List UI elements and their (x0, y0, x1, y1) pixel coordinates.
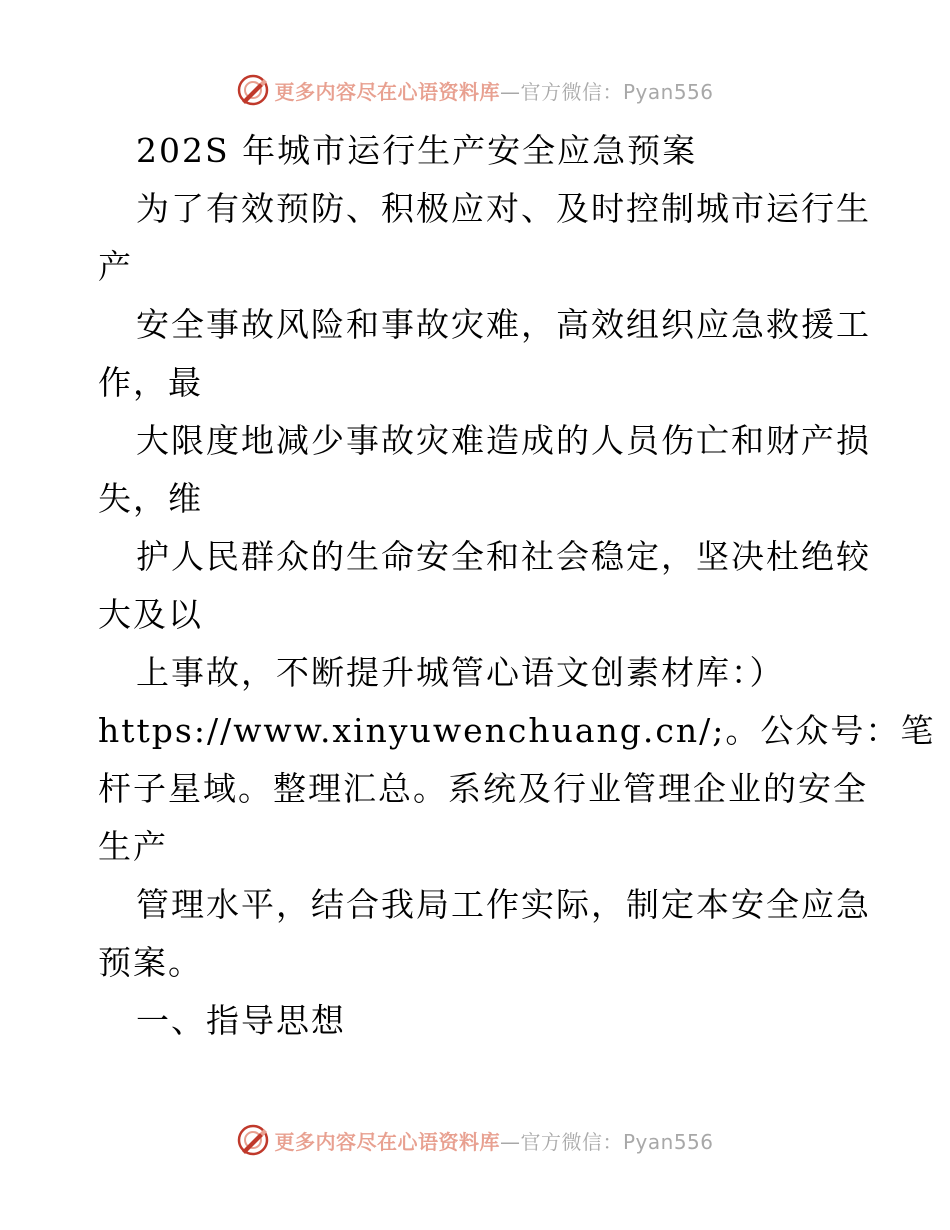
paragraph-line: 管理水平，结合我局工作实际，制定本安全应急 (136, 885, 871, 924)
paragraph-line: 安全事故风险和事故灾难，高效组织应急救援工 (136, 305, 871, 344)
paragraph-line: 大及以 (98, 595, 203, 634)
watermark-wechat-account: Pyan556 (622, 79, 714, 104)
paragraph-line: 作，最 (98, 363, 203, 402)
watermark-main-text: 更多内容尽在心语资料库 (274, 1129, 500, 1154)
paragraph-line: 为了有效预防、积极应对、及时控制城市运行生 (136, 189, 871, 228)
paragraph-line: 杆子星域。整理汇总。系统及行业管理企业的安全 (98, 769, 868, 808)
watermark-banner-top (0, 70, 950, 110)
watermark-banner-bottom (0, 1120, 950, 1160)
paragraph-line: 上事故，不断提升城管心语文创素材库：） (136, 653, 785, 692)
watermark-dash: — (499, 1129, 521, 1154)
paragraph-line: 大限度地减少事故灾难造成的人员伤亡和财产损 (136, 421, 871, 460)
watermark-text (274, 76, 713, 105)
document-body (98, 122, 936, 1050)
watermark-wechat-account: Pyan556 (622, 1129, 714, 1154)
pen-seal-logo-icon (236, 73, 270, 107)
pen-seal-logo-icon (236, 1123, 270, 1157)
watermark-text (274, 1126, 713, 1155)
paragraph-line-url: https://www.xinyuwenchuang.cn/;。公众号：笔 (98, 711, 936, 750)
section-heading: 一、指导思想 (136, 1001, 346, 1040)
paragraph-line: 预案。 (98, 943, 203, 982)
watermark-dash: — (499, 79, 521, 104)
paragraph-line: 产 (98, 247, 133, 286)
watermark-wechat-label: 官方微信： (520, 1129, 623, 1154)
paragraph-line: 护人民群众的生命安全和社会稳定，坚决杜绝较 (136, 537, 871, 576)
paragraph-line: 失，维 (98, 479, 203, 518)
watermark-wechat-label: 官方微信： (520, 79, 623, 104)
document-title: 202S 年城市运行生产安全应急预案 (136, 131, 698, 170)
watermark-main-text: 更多内容尽在心语资料库 (274, 79, 500, 104)
paragraph-line: 生产 (98, 827, 168, 866)
